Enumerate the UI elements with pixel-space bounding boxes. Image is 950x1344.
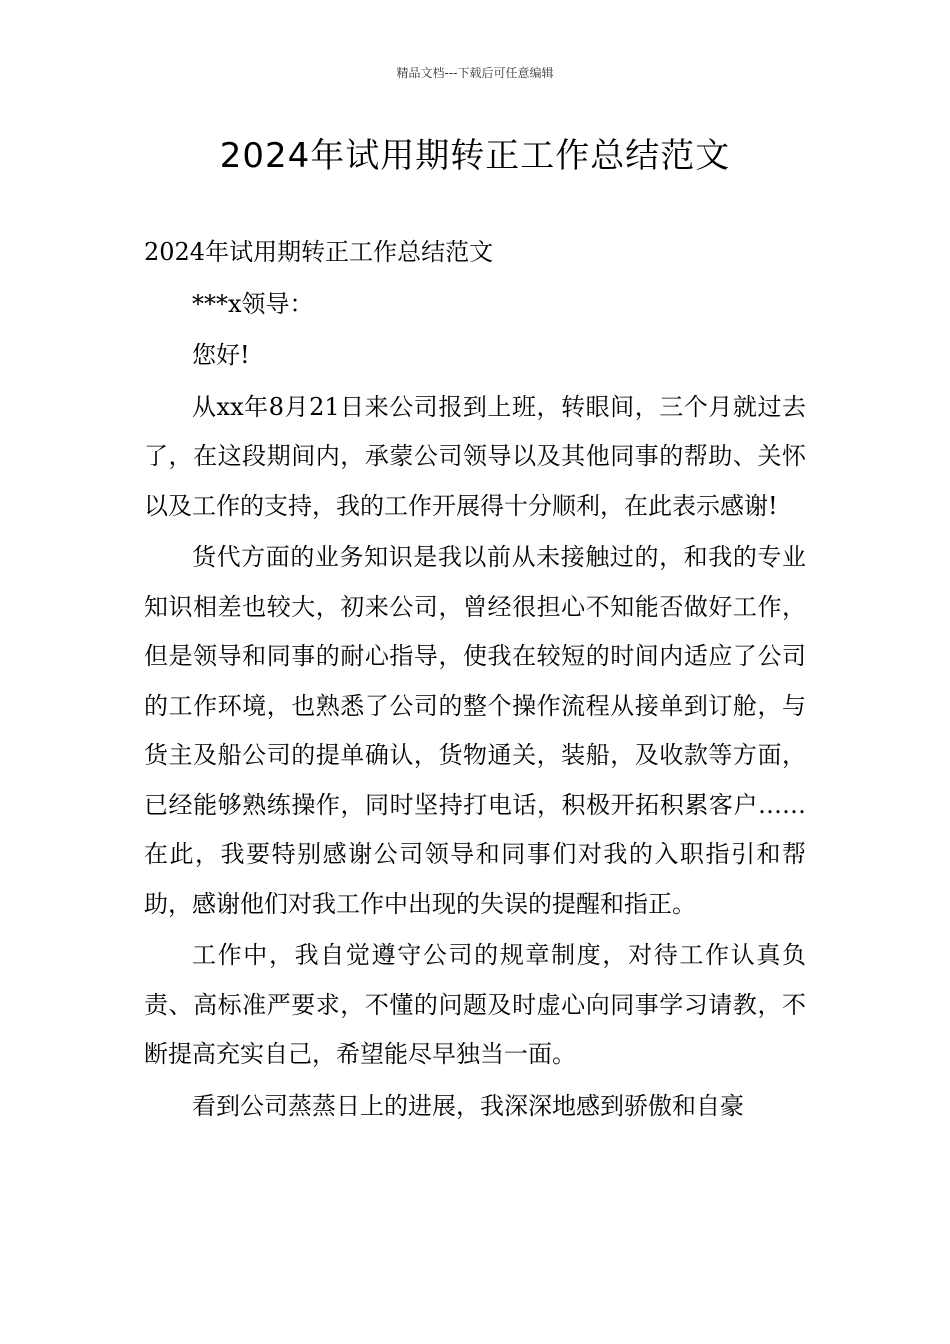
subtitle-line: 2024年试用期转正工作总结范文 bbox=[144, 238, 494, 266]
header-note: 精品文档---下载后可任意编辑 bbox=[396, 66, 554, 80]
salutation: ***x领导： bbox=[192, 289, 314, 318]
document-body bbox=[144, 228, 806, 1133]
paragraph: 工作中，我自觉遵守公司的规章制度，对待工作认真负责、高标准严要求，不懂的问题及时虚心向同事学习请教，不断提高充实自己，希望能尽早独当一面。 bbox=[144, 941, 806, 1068]
paragraph: 货代方面的业务知识是我以前从未接触过的，和我的专业知识相差也较大，初来公司，曾经很担心不知能否做好工作，但是领导和同事的耐心指导，使我在较短的时间内适应了公司的工作环境，也熟悉了公司的整个操作流程从接单到订舱，与货主及船公司的提单确认，货物通关，装船，及收款等方面，已经能够熟练操作，同时坚持打电话，积极开拓积累客户……在此，我要特别感谢公司领导和同事们对我的入职指引和帮助，感谢他们对我工作中出现的失误的提醒和指正。 bbox=[144, 543, 806, 918]
document-title: 2024年试用期转正工作总结范文 bbox=[219, 136, 731, 176]
greeting: 您好! bbox=[192, 341, 250, 369]
paragraph: 看到公司蒸蒸日上的进展，我深深地感到骄傲和自豪 bbox=[192, 1091, 744, 1120]
paragraph: 从xx年8月21日来公司报到上班，转眼间，三个月就过去了，在这段期间内，承蒙公司领导以及其他同事的帮助、关怀以及工作的支持，我的工作开展得十分顺利，在此表示感谢! bbox=[144, 392, 806, 520]
